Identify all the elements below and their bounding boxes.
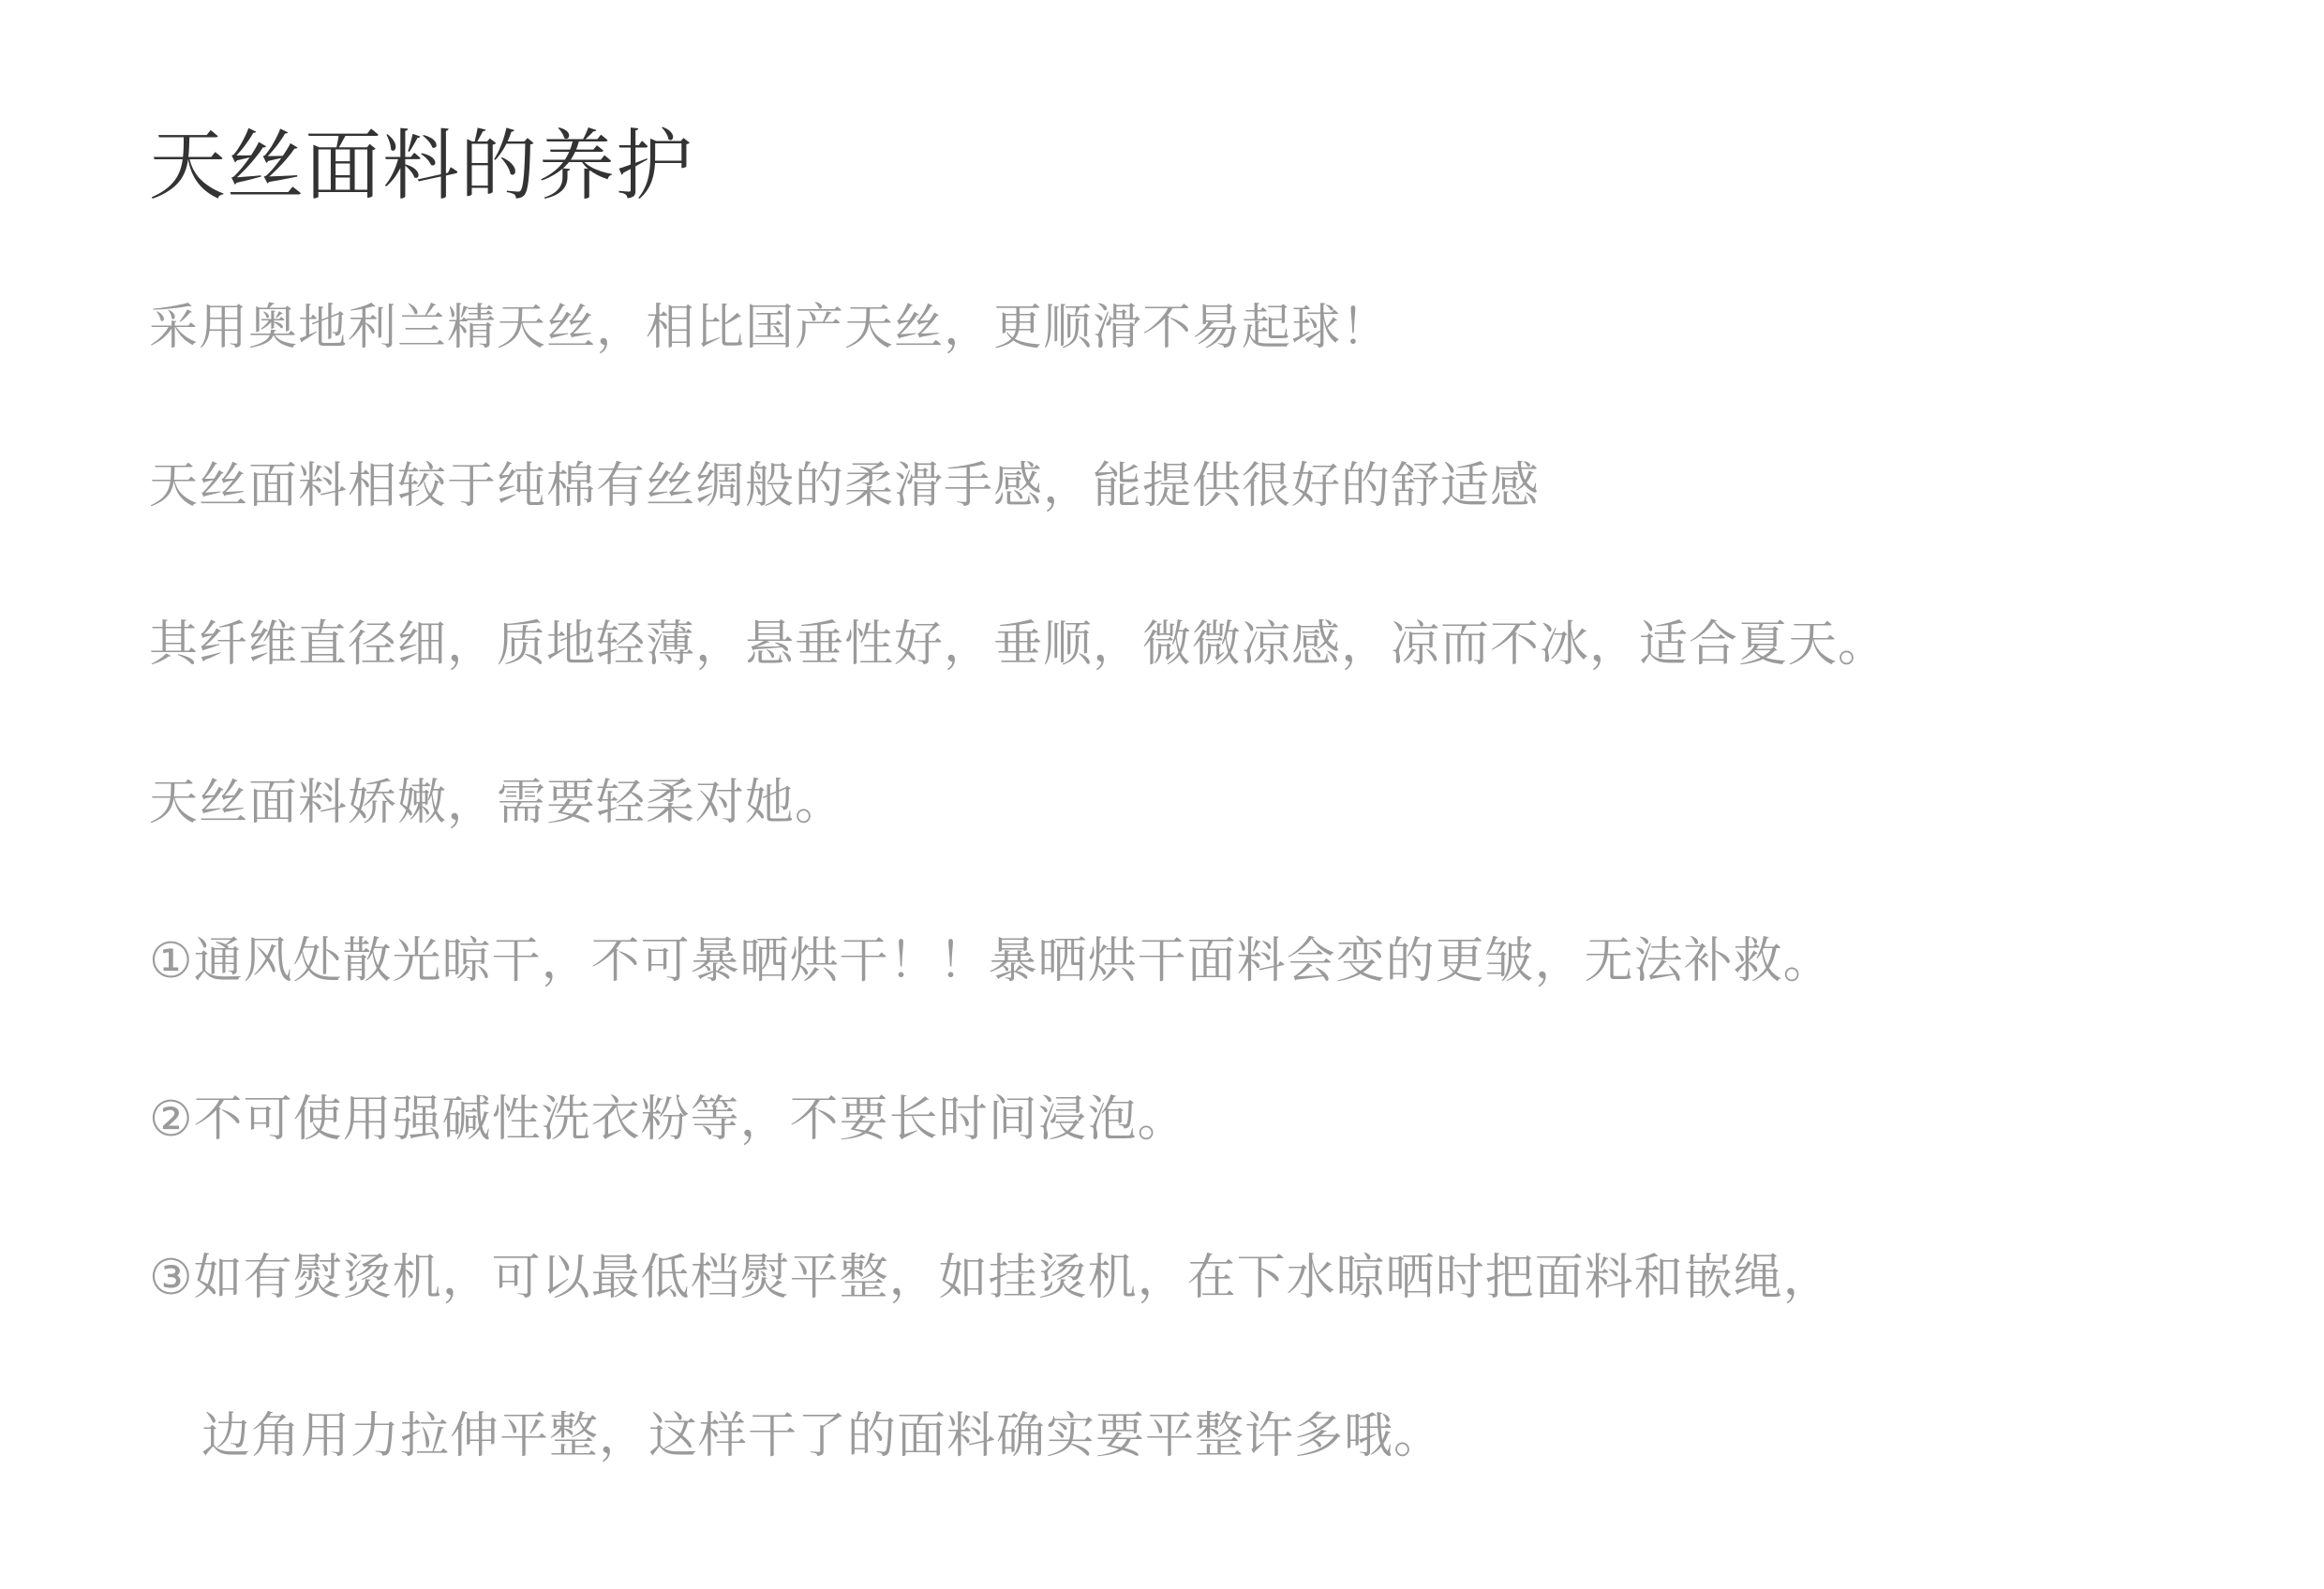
article-title: 天丝面料的养护 <box>149 122 694 211</box>
paragraph-fabric-origin: 采用奥地利兰精天丝，相比国产天丝，更顺滑不易起球！ <box>149 300 1392 356</box>
care-step-1: ①通风处散光晾干，不可暴晒烘干！！暴晒烘干面料会变的更皱，无法补救。 <box>149 933 1833 989</box>
care-step-2: ②不可使用强碱性洗衣粉等，不要长时间浸泡。 <box>149 1092 1187 1148</box>
paragraph-fabric-properties: 其纤维直径细，质地轻薄，悬垂性好，垂顺，微微凉感，凉而不冰，适合夏天。 <box>149 616 1888 673</box>
care-step-3: ③如有熨烫机，可以最低档熨平整，如挂烫机，在下水晾晒时把面料和嵌绳， <box>149 1250 1833 1306</box>
care-article <box>149 0 2248 1589</box>
care-step-3-continued: 边角用力拉伸平整，这样干了的面料确实要平整许多哦。 <box>201 1408 1444 1464</box>
paragraph-fabric-feel: 天丝面料相较于纯棉有丝绸般的柔滑手感，能提供很好的舒适感 <box>149 458 1541 514</box>
paragraph-care-intro: 天丝面料娇嫩，需要轻柔对她。 <box>149 775 845 831</box>
